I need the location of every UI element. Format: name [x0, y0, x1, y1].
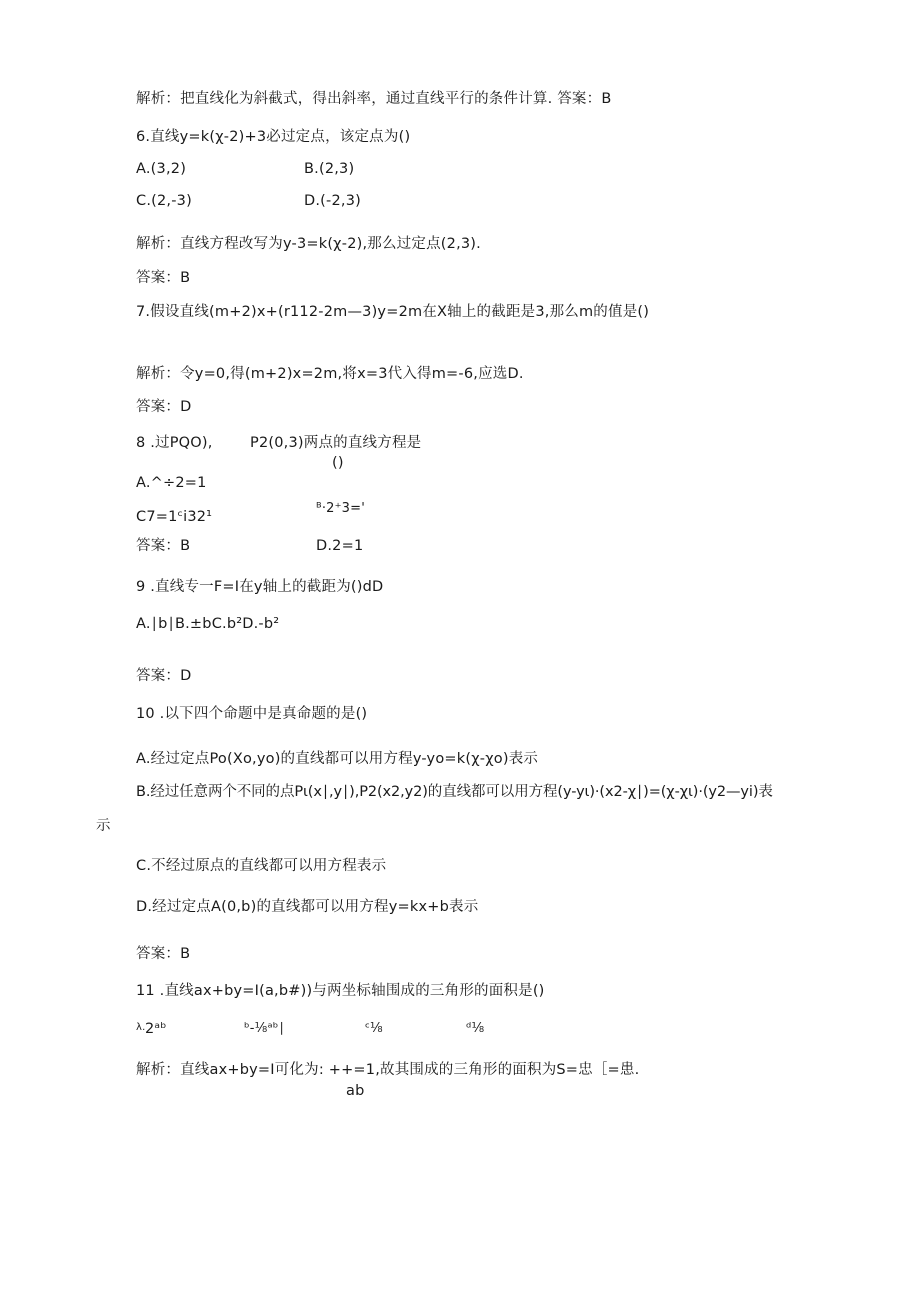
q7-analysis: 解析：令y=0,得(m+2)x=2m,将x=3代入得m=-6,应选D. [136, 366, 524, 382]
q11-analysis-denominator: ab [346, 1083, 365, 1099]
q10-option-d: D.经过定点A(0,b)的直线都可以用方程y=kx+b表示 [136, 899, 479, 915]
question-6: 6.直线y=k(χ-2)+3必过定点，该定点为() [136, 129, 411, 145]
q11-option-a-prefix: λ. [136, 1022, 146, 1033]
q11-option-b: ᵇ-⅛ᵃᵇ∣ [244, 1021, 286, 1036]
q11-analysis: 解析：直线ax+by=I可化为: ++=1,故其围成的三角形的面积为S=忠［=患. [136, 1062, 640, 1078]
q8-option-d: D.2=1 [316, 538, 364, 554]
q10-option-b: B.经过任意两个不同的点Pι(x∣,y∣),P2(x2,y2)的直线都可以用方程(y-yι)·(x2-χ∣)=(χ-χι)·(y2—yi)表 [136, 784, 773, 800]
q11-option-c: ᶜ⅛ [365, 1021, 383, 1036]
q9-options: A.∣b∣B.±bC.b²D.-b² [136, 616, 280, 632]
q8-answer: 答案：B [136, 538, 191, 554]
q11-option-d: ᵈ⅛ [466, 1021, 485, 1036]
q8-option-c: C7=1ᶜi32¹ [136, 509, 213, 525]
question-10: 10 .以下四个命题中是真命题的是() [136, 706, 368, 722]
question-8-part1: 8 .过PQO), [136, 435, 213, 451]
q6-analysis: 解析：直线方程改写为y-3=k(χ-2),那么过定点(2,3). [136, 236, 481, 252]
q10-option-a: A.经过定点Po(Xo,yo)的直线都可以用方程y-yo=k(χ-χo)表示 [136, 751, 539, 767]
q10-option-c: C.不经过原点的直线都可以用方程表示 [136, 858, 387, 874]
q10-option-b-cont: 示 [96, 818, 111, 834]
q6-option-a: A.(3,2) [136, 161, 187, 177]
analysis-5: 解析：把直线化为斜截式，得出斜率，通过直线平行的条件计算. 答案：B [136, 91, 612, 107]
q10-answer: 答案：B [136, 946, 191, 962]
question-11: 11 .直线ax+by=I(a,b#))与两坐标轴围成的三角形的面积是() [136, 983, 545, 999]
question-8-part2: P2(0,3)两点的直线方程是 [250, 435, 422, 451]
q6-option-b: B.(2,3) [304, 161, 355, 177]
q8-option-b: ᴮ·2⁺3=' [316, 501, 366, 516]
q11-option-a: 2ᵃᵇ [145, 1021, 167, 1037]
question-7: 7.假设直线(m+2)x+(r112-2m—3)y=2m在X轴上的截距是3,那么m的值是() [136, 304, 650, 320]
q6-answer: 答案：B [136, 270, 191, 286]
q8-paren: () [332, 455, 344, 471]
q6-option-c: C.(2,-3) [136, 193, 192, 209]
q7-answer: 答案：D [136, 399, 192, 415]
q9-answer: 答案：D [136, 668, 192, 684]
q8-option-a: A.^÷2=1 [136, 475, 207, 491]
q6-option-d: D.(-2,3) [304, 193, 361, 209]
question-9: 9 .直线专一F=I在y轴上的截距为()dD [136, 579, 384, 595]
